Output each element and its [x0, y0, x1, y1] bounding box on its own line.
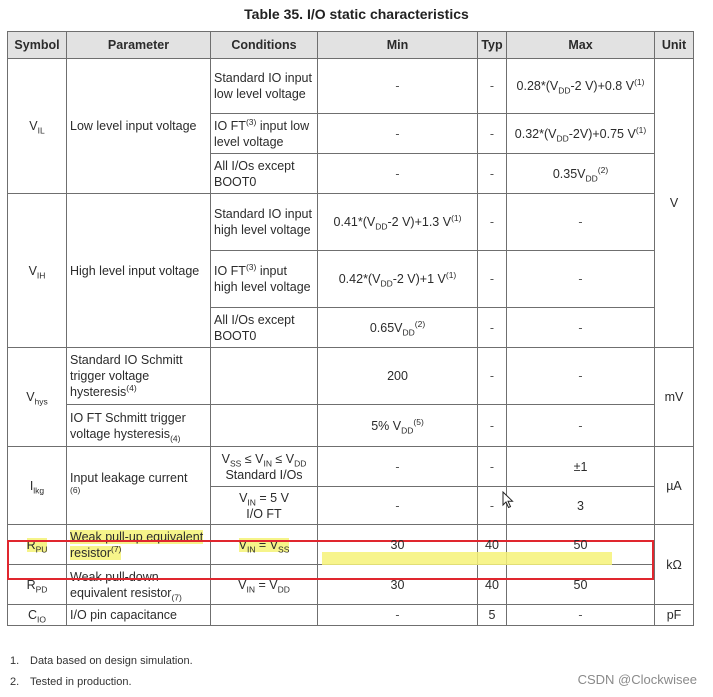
- typ-cell: -: [478, 251, 507, 308]
- param-rpd: Weak pull-down equivalent resistor$_{(7)}$: [67, 565, 211, 605]
- footnote-2: 2. Tested in production.: [10, 676, 132, 688]
- max-cell: -: [507, 605, 655, 626]
- table-caption: Table 35. I/O static characteristics: [244, 6, 469, 22]
- table-row: [8, 447, 694, 487]
- param-cio: I/O pin capacitance: [67, 605, 211, 626]
- typ-cell: -: [478, 308, 507, 348]
- max-cell: -: [507, 405, 655, 447]
- header-conditions: Conditions: [211, 32, 318, 59]
- unit-kohm: kΩ: [655, 525, 694, 605]
- header-parameter: Parameter: [67, 32, 211, 59]
- max-cell: 50: [507, 565, 655, 605]
- symbol-rpu: $R_{PU}$: [8, 525, 67, 565]
- watermark: CSDN @Clockwisee: [577, 672, 697, 687]
- min-cell: -: [318, 487, 478, 525]
- typ-cell: 5: [478, 605, 507, 626]
- cond-vih-ft: IO FT$^{(3)}$ input high level voltage: [211, 251, 318, 308]
- table-row: [8, 605, 694, 626]
- table-row: [8, 348, 694, 405]
- param-vhys-ft: IO FT Schmitt trigger voltage hysteresis$_{(4)}$: [67, 405, 211, 447]
- typ-cell: -: [478, 194, 507, 251]
- param-vih: High level input voltage: [67, 194, 211, 348]
- unit-ua: µA: [655, 447, 694, 525]
- param-rpu: Weak pull-up equivalent resistor$^{(7)}$: [67, 525, 211, 565]
- max-cell: -: [507, 308, 655, 348]
- unit-pf: pF: [655, 605, 694, 626]
- min-cell: $0.65V_{DD}^{(2)}$: [318, 308, 478, 348]
- min-cell: 5% $V_{DD}^{(5)}$: [318, 405, 478, 447]
- mouse-cursor-icon: [502, 491, 514, 509]
- cond-empty: [211, 348, 318, 405]
- min-cell: -: [318, 605, 478, 626]
- typ-cell: -: [478, 59, 507, 114]
- header-max: Max: [507, 32, 655, 59]
- max-cell: $0.32*(V_{DD}-2V)+0.75$ $V^{(1)}$: [507, 114, 655, 154]
- header-row: [8, 32, 694, 59]
- min-cell: $0.41*(V_{DD}-2$ V)+1.3 $V^{(1)}$: [318, 194, 478, 251]
- min-cell: 30: [318, 525, 478, 565]
- cond-vil-ft: IO FT$^{(3)}$ input low level voltage: [211, 114, 318, 154]
- header-symbol: Symbol: [8, 32, 67, 59]
- table-row: [8, 194, 694, 251]
- param-ilkg: Input leakage current $^{(6)}$: [67, 447, 211, 525]
- max-cell: -: [507, 348, 655, 405]
- typ-cell: 40: [478, 525, 507, 565]
- min-cell: -: [318, 59, 478, 114]
- typ-cell: -: [478, 114, 507, 154]
- typ-cell: -: [478, 487, 507, 525]
- typ-cell: -: [478, 348, 507, 405]
- cond-vih-std: Standard IO input high level voltage: [211, 194, 318, 251]
- symbol-cio: $C_{IO}$: [8, 605, 67, 626]
- typ-cell: -: [478, 447, 507, 487]
- symbol-ilkg: $I_{lkg}$: [8, 447, 67, 525]
- cond-empty: [211, 405, 318, 447]
- min-cell: 30: [318, 565, 478, 605]
- max-cell: 50: [507, 525, 655, 565]
- header-unit: Unit: [655, 32, 694, 59]
- symbol-vil: $V_{IL}$: [8, 59, 67, 194]
- cond-vil-std: Standard IO input low level voltage: [211, 59, 318, 114]
- max-cell: -: [507, 251, 655, 308]
- symbol-vih: $V_{IH}$: [8, 194, 67, 348]
- max-cell: ±1: [507, 447, 655, 487]
- max-cell: $0.35V_{DD}^{(2)}$: [507, 154, 655, 194]
- param-vhys-std: Standard IO Schmitt trigger voltage hysteresis$^{(4)}$: [67, 348, 211, 405]
- min-cell: 200: [318, 348, 478, 405]
- symbol-vhys: $V_{hys}$: [8, 348, 67, 447]
- header-min: Min: [318, 32, 478, 59]
- typ-cell: -: [478, 405, 507, 447]
- footnote-1: 1. Data based on design simulation.: [10, 655, 193, 667]
- header-typ: Typ: [478, 32, 507, 59]
- min-cell: -: [318, 447, 478, 487]
- cond-vih-all: All I/Os except BOOT0: [211, 308, 318, 348]
- max-cell: -: [507, 194, 655, 251]
- max-cell: 3: [507, 487, 655, 525]
- param-vil: Low level input voltage: [67, 59, 211, 194]
- typ-cell: 40: [478, 565, 507, 605]
- symbol-rpd: $R_{PD}$: [8, 565, 67, 605]
- min-cell: -: [318, 154, 478, 194]
- unit-mv: mV: [655, 348, 694, 447]
- table-row: [8, 565, 694, 605]
- typ-cell: -: [478, 154, 507, 194]
- cond-ilkg-std: $V_{SS} \le V_{IN} \le V_{DD}$ Standard I/Os: [211, 447, 318, 487]
- table-row: [8, 59, 694, 114]
- table-row-rpu: [8, 525, 694, 565]
- cond-vil-all: All I/Os except BOOT0: [211, 154, 318, 194]
- table-row: [8, 405, 694, 447]
- cond-empty: [211, 605, 318, 626]
- io-static-characteristics-table: [7, 31, 694, 626]
- min-cell: $0.42*(V_{DD}-2$ V)+1 $V^{(1)}$: [318, 251, 478, 308]
- cond-ilkg-ft: $V_{IN} = 5$ V I/O FT: [211, 487, 318, 525]
- cond-rpu: $V_{IN} = V_{SS}$: [211, 525, 318, 565]
- min-cell: -: [318, 114, 478, 154]
- max-cell: $0.28*(V_{DD}-2$ V)+0.8 $V^{(1)}$: [507, 59, 655, 114]
- cond-rpd: $V_{IN} = V_{DD}$: [211, 565, 318, 605]
- unit-v: V: [655, 59, 694, 348]
